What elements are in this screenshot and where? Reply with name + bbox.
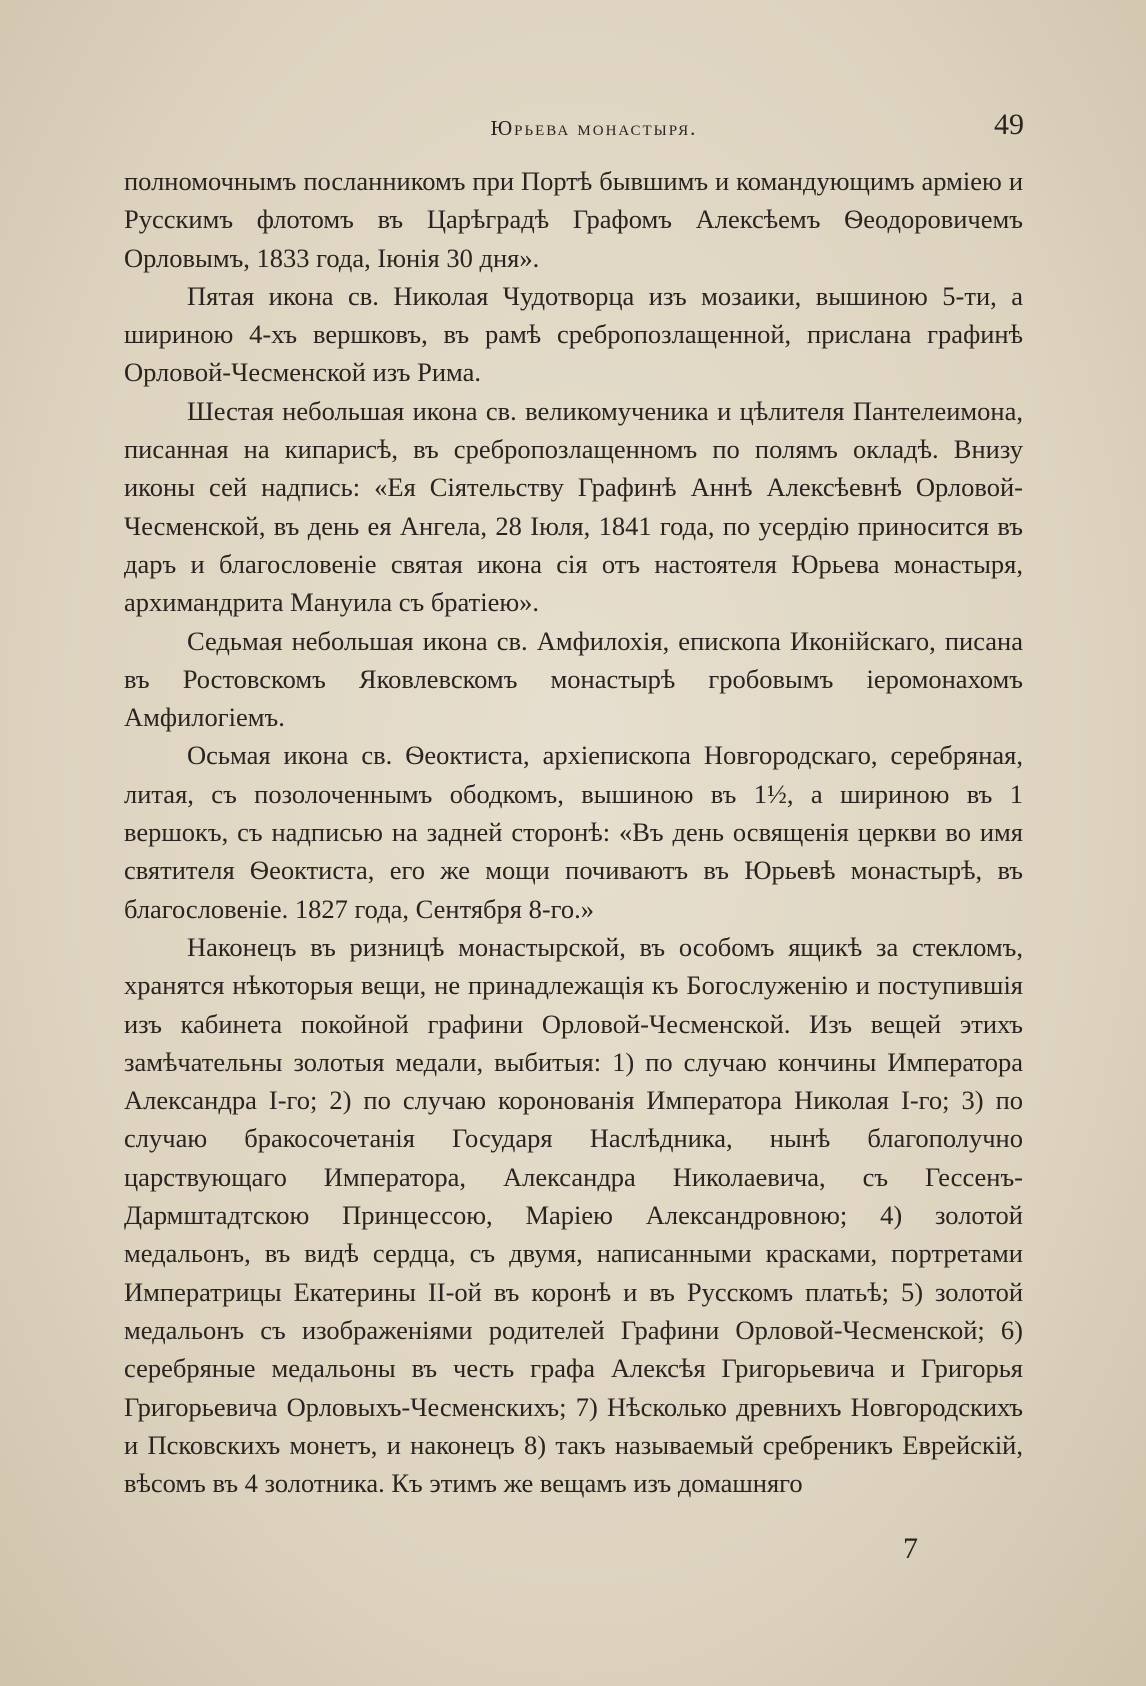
paragraph-eighth-icon: Осьмая икона св. Ѳеоктиста, архіепископа Новгородскаго, серебряная, литая, съ позолоченнымъ ободкомъ, вышиною въ 1½, а шириною въ 1 вершокъ, съ надписью на задней сторонѣ: «Въ день освященія церкви во имя святителя Ѳеоктиста, его же мощи почиваютъ въ Юрьевѣ монастырѣ, въ благословеніе. 1827 года, Сентября 8-го.» (124, 740, 1023, 924)
page-header (164, 108, 1024, 148)
paragraph-sixth-icon: Шестая небольшая икона св. великомученика и цѣлителя Пантелеимона, писанная на кипарисѣ, въ сребропозлащенномъ по полямъ окладѣ. Внизу иконы сей надпись: «Ея Сіятельству Графинѣ Аннѣ Алексѣевнѣ Орловой-Чесменской, въ день ея Ангела, 28 Іюля, 1841 года, по усердію приносится въ даръ и благословеніе святая икона сія отъ настоятеля Юрьева монастыря, архимандрита Мануила съ братіею». (124, 395, 1023, 618)
page-number: 49 (994, 108, 1024, 141)
body-text (124, 162, 1023, 1502)
running-title: Юрьева монастыря. (490, 116, 698, 140)
paragraph-seventh-icon: Седьмая небольшая икона св. Амфилохія, епископа Иконійскаго, писана въ Ростовскомъ Яковлевскомъ монастырѣ гробовымъ іеромонахомъ Амфилогіемъ. (124, 625, 1023, 733)
paragraph-fifth-icon: Пятая икона св. Николая Чудотворца изъ мозаики, вышиною 5-ти, а шириною 4-хъ вершковъ, въ рамѣ сребропозлащенной, прислана графинѣ Орловой-Чесменской изъ Рима. (124, 280, 1023, 388)
paragraph-continuation: полномочнымъ посланникомъ при Портѣ бывшимъ и командующимъ арміею и Русскимъ флотомъ въ Царѣградѣ Графомъ Алексѣемъ Ѳеодоровичемъ Орловымъ, 1833 года, Іюнія 30 дня». (124, 166, 1023, 273)
signature-mark: 7 (903, 1532, 918, 1565)
paragraph-sacristy-items: Наконецъ въ ризницѣ монастырской, въ особомъ ящикѣ за стекломъ, хранятся нѣкоторыя вещи, не принадлежащія къ Богослуженію и поступившія изъ кабинета покойной графини Орловой-Чесменской. Изъ вещей этихъ замѣчательны золотыя медали, выбитыя: 1) по случаю кончины Императора Александра I-го; 2) по случаю коронованія Императора Николая I-го; 3) по случаю бракосочетанія Государя Наслѣдника, нынѣ благополучно царствующаго Императора, Александра Николаевича, съ Гессенъ-Дармштадтскою Принцессою, Маріею Александровною; 4) золотой медальонъ, въ видѣ сердца, съ двумя, написанными красками, портретами Императрицы Екатерины II-ой въ коронѣ и въ Русскомъ платьѣ; 5) золотой медальонъ съ изображеніями родителей Графини Орловой-Чесменской; 6) серебряные медальоны въ честь графа Алексѣя Григорьевича и Григорья Григорьевича Орловыхъ-Чесменскихъ; 7) Нѣсколько древнихъ Новгородскихъ и Псковскихъ монетъ, и наконецъ 8) такъ называемый сребреникъ Еврейскій, вѣсомъ въ 4 золотника. Къ этимъ же вещамъ изъ домашняго (124, 931, 1023, 1499)
